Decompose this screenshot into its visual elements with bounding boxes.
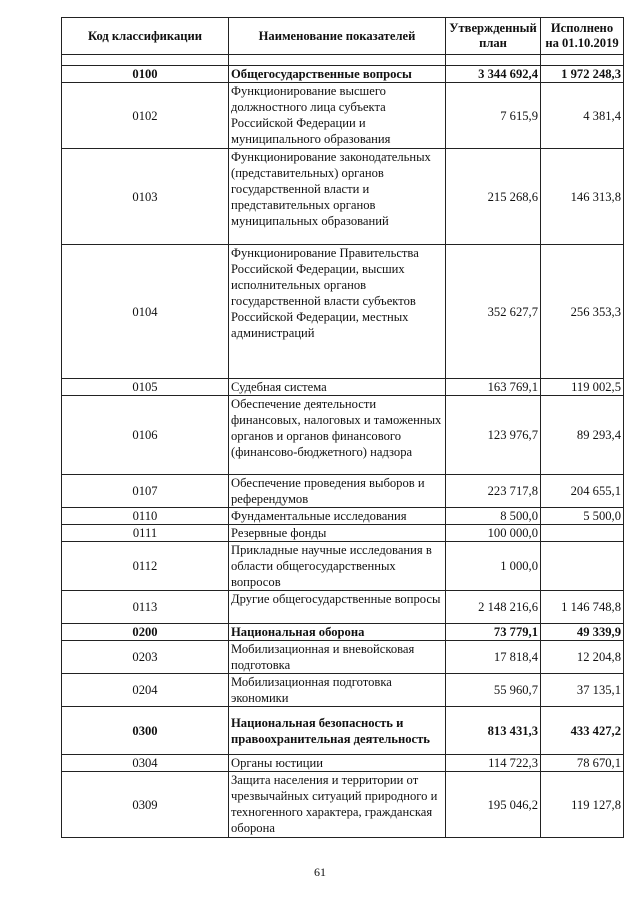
row-code: 0111 — [62, 525, 229, 542]
row-plan: 17 818,4 — [446, 641, 541, 674]
row-name: Другие общегосударственные вопросы — [229, 591, 446, 624]
row-plan: 195 046,2 — [446, 772, 541, 838]
row-executed: 256 353,3 — [541, 245, 624, 379]
table-row — [62, 245, 624, 379]
row-name: Судебная система — [229, 379, 446, 396]
row-plan: 3 344 692,4 — [446, 66, 541, 83]
header-executed: Исполнено на 01.10.2019 — [541, 18, 624, 55]
row-code: 0106 — [62, 396, 229, 475]
table-row — [62, 674, 624, 707]
row-plan: 215 268,6 — [446, 149, 541, 245]
row-executed: 5 500,0 — [541, 508, 624, 525]
row-code: 0100 — [62, 66, 229, 83]
row-code: 0309 — [62, 772, 229, 838]
row-name: Функционирование высшего должностного лица субъекта Российской Федерации и муниципального образования — [229, 83, 446, 149]
row-code: 0112 — [62, 542, 229, 591]
row-code: 0204 — [62, 674, 229, 707]
row-name: Национальная безопасность и правоохранительная деятельность — [229, 707, 446, 755]
row-plan: 223 717,8 — [446, 475, 541, 508]
row-executed — [541, 525, 624, 542]
row-code: 0200 — [62, 624, 229, 641]
table-row — [62, 396, 624, 475]
row-code: 0300 — [62, 707, 229, 755]
row-code: 0103 — [62, 149, 229, 245]
row-plan: 1 000,0 — [446, 542, 541, 591]
header-name: Наименование показателей — [229, 18, 446, 55]
row-name: Фундаментальные исследования — [229, 508, 446, 525]
row-name: Резервные фонды — [229, 525, 446, 542]
table-row — [62, 707, 624, 755]
page-number: 61 — [314, 865, 326, 879]
row-code: 0203 — [62, 641, 229, 674]
table-row — [62, 379, 624, 396]
row-code: 0102 — [62, 83, 229, 149]
row-name: Функционирование Правительства Российской Федерации, высших исполнительных органов государственной власти субъектов Российской Федерации, местных администраций — [229, 245, 446, 379]
row-plan: 352 627,7 — [446, 245, 541, 379]
row-executed: 204 655,1 — [541, 475, 624, 508]
row-executed: 119 127,8 — [541, 772, 624, 838]
table-body — [62, 55, 624, 838]
row-name: Обеспечение проведения выборов и референдумов — [229, 475, 446, 508]
row-plan: 55 960,7 — [446, 674, 541, 707]
row-name: Мобилизационная и вневойсковая подготовка — [229, 641, 446, 674]
row-executed: 1 146 748,8 — [541, 591, 624, 624]
row-plan: 114 722,3 — [446, 755, 541, 772]
row-plan: 2 148 216,6 — [446, 591, 541, 624]
row-plan: 813 431,3 — [446, 707, 541, 755]
table-row — [62, 508, 624, 525]
row-code: 0105 — [62, 379, 229, 396]
row-code: 0304 — [62, 755, 229, 772]
row-plan: 123 976,7 — [446, 396, 541, 475]
table-row — [62, 542, 624, 591]
table-row — [62, 66, 624, 83]
header-plan: Утвержденный план — [446, 18, 541, 55]
row-name: Прикладные научные исследования в области общегосударственных вопросов — [229, 542, 446, 591]
row-name: Мобилизационная подготовка экономики — [229, 674, 446, 707]
row-executed: 49 339,9 — [541, 624, 624, 641]
row-plan: 8 500,0 — [446, 508, 541, 525]
row-executed: 37 135,1 — [541, 674, 624, 707]
row-executed: 146 313,8 — [541, 149, 624, 245]
table-row — [62, 591, 624, 624]
row-code: 0110 — [62, 508, 229, 525]
row-code: 0107 — [62, 475, 229, 508]
table-row — [62, 755, 624, 772]
row-name: Национальная оборона — [229, 624, 446, 641]
row-executed: 89 293,4 — [541, 396, 624, 475]
row-name: Органы юстиции — [229, 755, 446, 772]
table-row — [62, 525, 624, 542]
table-row — [62, 624, 624, 641]
row-executed — [541, 542, 624, 591]
row-name: Защита населения и территории от чрезвычайных ситуаций природного и техногенного характера, гражданская оборона — [229, 772, 446, 838]
table-row — [62, 475, 624, 508]
row-plan: 100 000,0 — [446, 525, 541, 542]
header-code: Код классификации — [62, 18, 229, 55]
row-name: Общегосударственные вопросы — [229, 66, 446, 83]
row-plan: 7 615,9 — [446, 83, 541, 149]
header-row — [62, 18, 624, 55]
row-name: Функционирование законодательных (представительных) органов государственной власти и представительных органов муниципальных образований — [229, 149, 446, 245]
row-executed: 12 204,8 — [541, 641, 624, 674]
budget-table — [61, 17, 624, 838]
row-executed: 433 427,2 — [541, 707, 624, 755]
table-row — [62, 641, 624, 674]
row-executed: 1 972 248,3 — [541, 66, 624, 83]
row-executed: 4 381,4 — [541, 83, 624, 149]
table-row — [62, 772, 624, 838]
row-plan: 73 779,1 — [446, 624, 541, 641]
row-executed: 119 002,5 — [541, 379, 624, 396]
row-executed: 78 670,1 — [541, 755, 624, 772]
row-name: Обеспечение деятельности финансовых, налоговых и таможенных органов и органов финансового (финансово-бюджетного) надзора — [229, 396, 446, 475]
table-row — [62, 83, 624, 149]
row-code: 0104 — [62, 245, 229, 379]
row-code: 0113 — [62, 591, 229, 624]
row-plan: 163 769,1 — [446, 379, 541, 396]
table-row — [62, 149, 624, 245]
spacer-row — [62, 55, 624, 66]
